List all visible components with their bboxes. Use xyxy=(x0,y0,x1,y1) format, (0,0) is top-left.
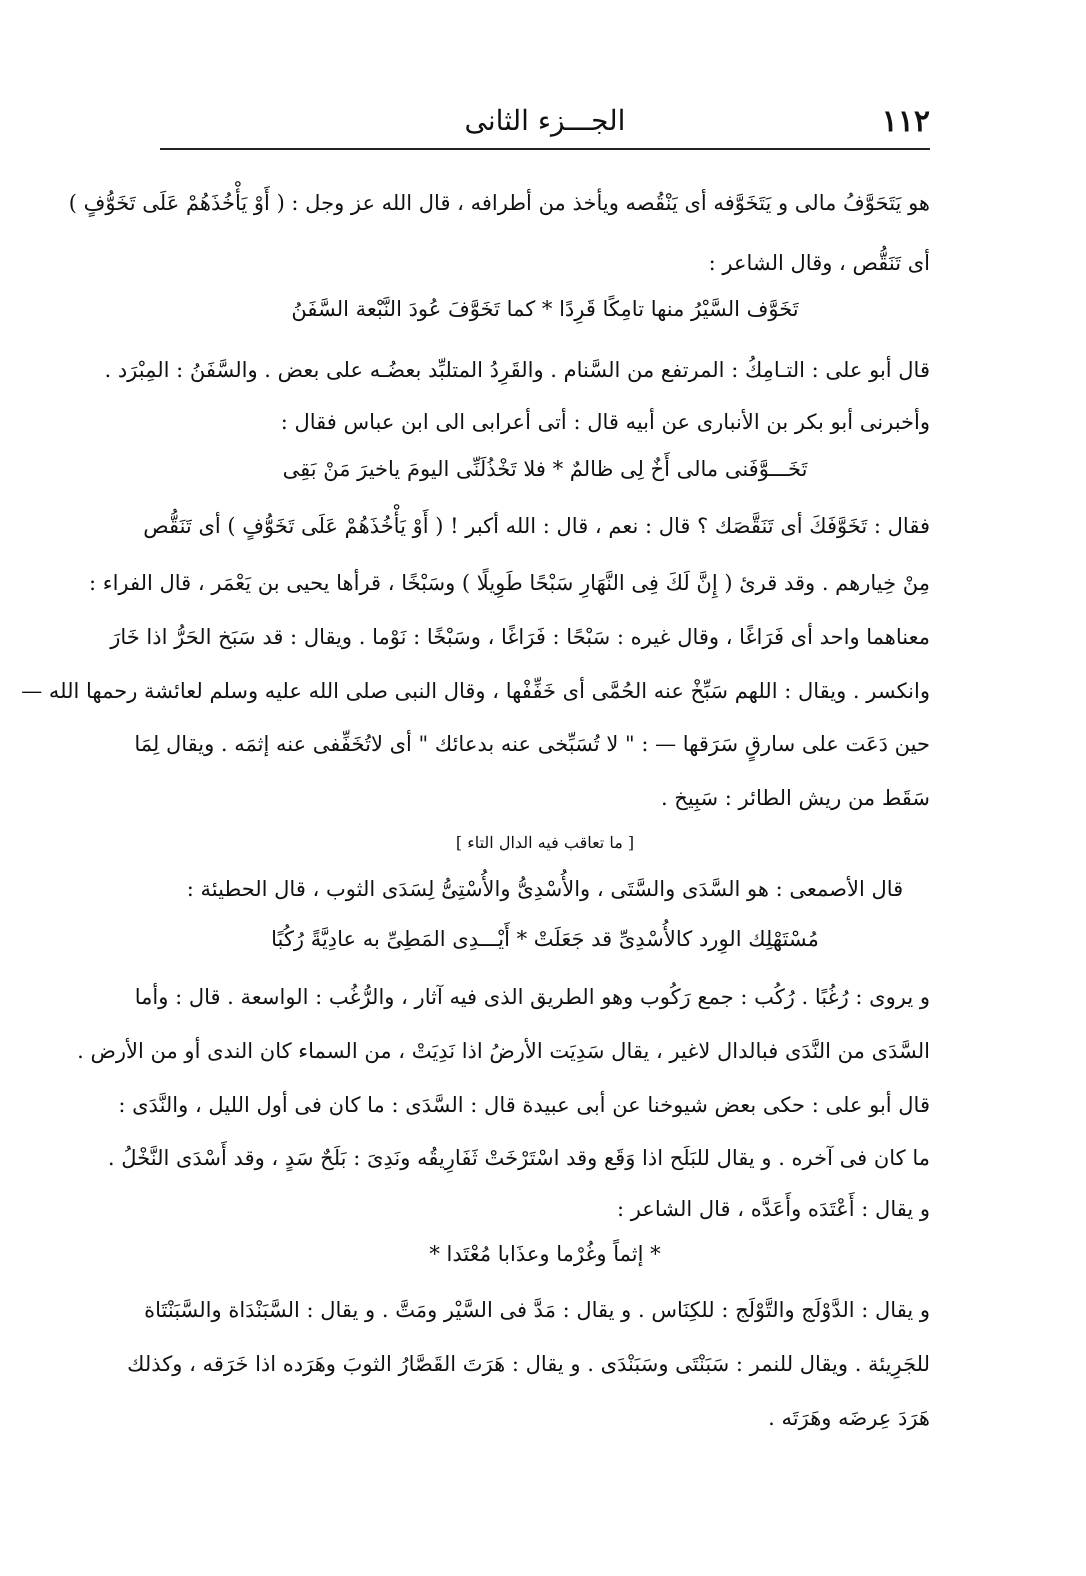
running-title: الجـــزء الثانى xyxy=(464,104,626,137)
text-line: السَّدَى من النَّدَى فبالدال لاغير ، يقال سَدِيَت الأرضُ اذا نَدِيَتْ ، من السماء كان الندى أو من الأرض . xyxy=(77,1039,930,1063)
text-line: و يقال : أَعْتَدَه وأَعَدَّه ، قال الشاعر : xyxy=(616,1197,930,1221)
text-line: حين دَعَت على سارقٍ سَرَقها — : " لا تُسَبِّخى عنه بدعائك " أى لاتُخَفِّفى عنه إثمَه . ويقال لِمَا xyxy=(134,732,930,756)
text-line: هَرَدَ عِرضَه وهَرَتَه . xyxy=(768,1406,930,1430)
text-line: مِنْ خِيارهم . وقد قرئ ( إِنَّ لَكَ فِى النَّهَارِ سَبْحًا طَوِيلًا ) وسَبْخًا ، قرأها يحيى بن يَعْمَر ، قال الفراء : xyxy=(88,571,930,595)
text-line: وانكسر . ويقال : اللهم سَبِّخْ عنه الحُمَّى أى خَفِّفْها ، وقال النبى صلى الله عليه وسلم لعائشة رحمها الله — xyxy=(21,679,930,703)
text-line: للجَرِيئة . ويقال للنمر : سَبَنْتَى وسَبَنْدَى . و يقال : هَرَتَ القَصَّارُ الثوبَ وهَرَده اذا خَرَقه ، وكذلك xyxy=(127,1352,930,1376)
text-line: أى تَنَقُّص ، وقال الشاعر : xyxy=(708,251,930,275)
text-line: سَقَط من ريش الطائر : سَبِيخ . xyxy=(660,786,930,810)
verse-line: تَخَوَّف السَّيْرُ منها تامِكًا قَرِدًا * كما تَخَوَّفَ عُودَ النَّبْعة السَّفَنُ xyxy=(291,297,799,321)
header-rule xyxy=(160,148,930,150)
verse-line: مُسْتَهْلِك الوِرد كالأُسْدِىِّ قد جَعَلَتْ * أَيْـــدِى المَطِىِّ به عادِيَّةً رُكُبًا xyxy=(271,927,819,951)
text-line: قال الأصمعى : هو السَّدَى والسَّتَى ، والأُسْدِىُّ والأُسْتِىُّ لِسَدَى الثوب ، قال الحطيئة : xyxy=(186,877,904,901)
page-header xyxy=(160,100,930,148)
page-number: ١١٢ xyxy=(881,104,930,139)
text-line: قال أبو على : التـامِكُ : المرتفع من السَّنام . والقَرِدُ المتلبِّد بعضُـه على بعض . والسَّفَنُ : المِبْرَد . xyxy=(104,358,930,382)
text-line: معناهما واحد أى فَرَاغًا ، وقال غيره : سَبْحًا : فَرَاغًا ، وسَبْخًا : نَوْما . ويقال : قد سَبَخ الحَرُّ اذا خَارَ xyxy=(110,625,930,649)
text-line: ما كان فى آخره . و يقال للبَلَح اذا وَقَع وقد اسْتَرْخَتْ ثَفَارِيقُه ونَدِىَ : بَلَحٌ سَدٍ ، وقد أَسْدَى النَّخْلُ . xyxy=(107,1146,930,1170)
text-line: و يقال : الدَّوْلَج والتَّوْلَج : للكِنَاس . و يقال : مَدَّ فى السَّيْر ومَتَّ . و يقال : السَّبَنْدَاة والسَّبَنْتَاة xyxy=(144,1298,930,1322)
text-line: هو يَتَحَوَّفُ مالى و يَتَخَوَّفه أى يَنْقُصه ويأخذ من أطرافه ، قال الله عز وجل : ( أَوْ يَأْخُذَهُمْ عَلَى تَخَوُّفٍ ) xyxy=(68,191,930,215)
verse-line: تَخَـــوَّفَنى مالى أَخٌ لِى ظالمٌ * فلا تَخْذُلَنِّى اليومَ ياخيرَ مَنْ بَقِى xyxy=(282,457,808,481)
text-line: وأخبرنى أبو بكر بن الأنبارى عن أبيه قال : أتى أعرابى الى ابن عباس فقال : xyxy=(280,410,930,434)
verse-line: * إثماً وغُرْما وعذَابا مُعْتَدا * xyxy=(429,1242,661,1266)
section-title: [ ما تعاقب فيه الدال التاء ] xyxy=(455,833,635,852)
text-line: و يروى : رُغُبًا . رُكُب : جمع رَكُوب وهو الطريق الذى فيه آثار ، والرُّغُب : الواسعة . قال : وأما xyxy=(134,985,930,1009)
text-line: فقال : تَخَوَّفَكَ أى تَنَقَّصَك ؟ قال : نعم ، قال : الله أكبر ! ( أَوْ يَأْخُذَهُمْ عَلَى تَخَوُّفٍ ) أى تَنَقُّص xyxy=(143,514,930,538)
text-line: قال أبو على : حكى بعض شيوخنا عن أبى عبيدة قال : السَّدَى : ما كان فى أول الليل ، والنَّدَى : xyxy=(118,1093,930,1117)
